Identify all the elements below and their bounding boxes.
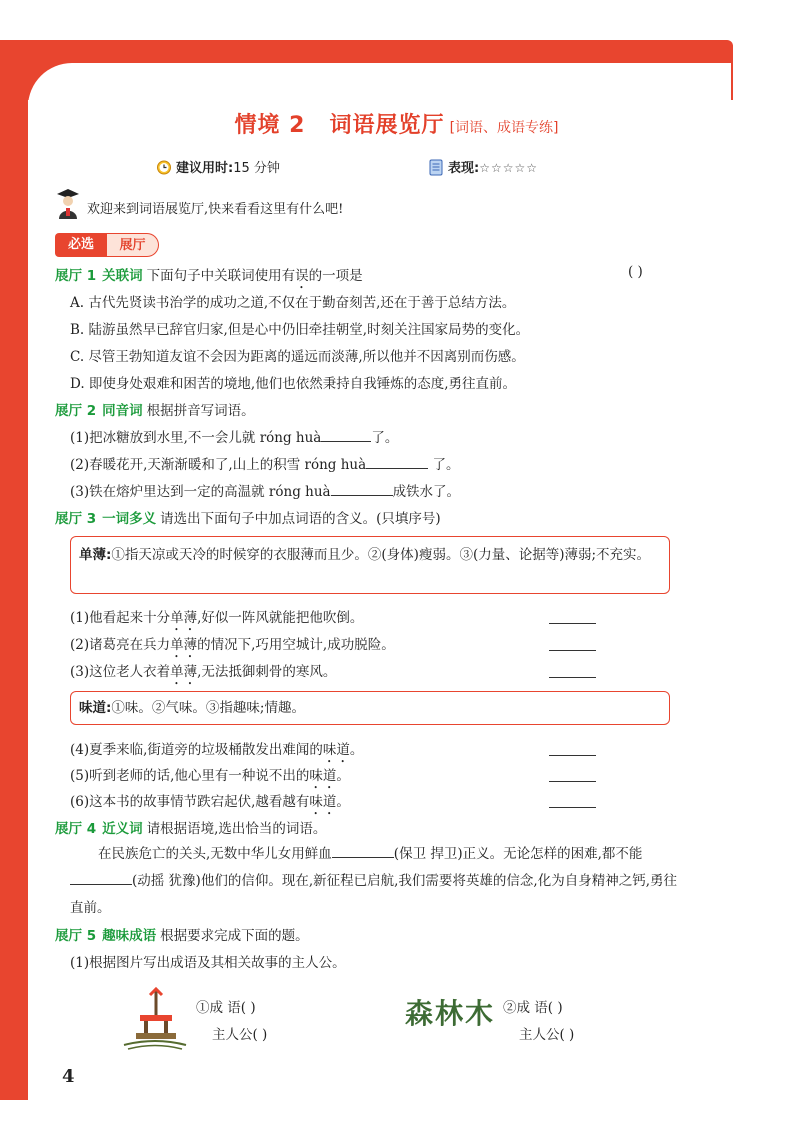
q3-answer-4[interactable] (549, 755, 596, 756)
q1-option-a: A. 古代先贤读书治学的成功之道,不仅在于勤奋刻苦,还在于善于总结方法。 (70, 295, 516, 311)
title-name: 词语展览厅 (329, 113, 445, 138)
q3-item-5: (5)听到老师的话,他心里有一种说不出的味道。 (70, 768, 350, 784)
clock-icon (156, 159, 172, 175)
page-title (0, 108, 793, 139)
title-subtitle: [词语、成语专练] (449, 120, 559, 136)
welcome-banner (55, 192, 695, 222)
thumbs-up-rating: ☆☆☆☆☆ (479, 161, 538, 175)
q3-item-1: (1)他看起来十分单薄,好似一阵风就能把他吹倒。 (70, 610, 364, 626)
q2-item-3: (3)铁在熔炉里达到一定的高温就 róng huà 成铁水了。 (70, 484, 461, 500)
q3-answer-2[interactable] (549, 650, 596, 651)
welcome-text: 欢迎来到词语展览厅,快来看看这里有什么吧! (87, 202, 344, 217)
q1-option-c: C. 尽管王勃知道友谊不会因为距离的遥远而淡薄,所以他并不因离别而伤感。 (70, 349, 525, 365)
q2-header: 展厅 2 同音词 根据拼音写词语。 (55, 403, 255, 419)
q2-blank-1[interactable] (321, 428, 371, 442)
q1-option-b: B. 陆游虽然早已辞官归家,但是心中仍旧牵挂朝堂,时刻关注国家局势的变化。 (70, 322, 530, 338)
required-section-tab (55, 233, 165, 257)
graduate-avatar-icon (55, 186, 81, 220)
q4-blank-2[interactable] (70, 871, 132, 885)
q3-answer-6[interactable] (549, 807, 596, 808)
performance-rating: 表现:☆☆☆☆☆ (428, 157, 538, 176)
definition-box-danbo: 单薄:①指天凉或天冷的时候穿的衣服薄而且少。②(身体)瘦弱。③(力量、论据等)薄弱;不充实。 (70, 536, 670, 594)
q3-item-4: (4)夏季来临,街道旁的垃圾桶散发出难闻的味道。 (70, 742, 364, 758)
left-border (0, 40, 28, 1100)
tab-gallery: 展厅 (107, 233, 159, 257)
q5-header: 展厅 5 趣味成语 根据要求完成下面的题。 (55, 928, 309, 944)
title-scene: 情境 2 (234, 113, 306, 138)
idiom-picture-1 (120, 985, 190, 1055)
q4-passage: 在民族危亡的关头,无数中华儿女用鲜血 (保卫 捍卫)正义。无论怎样的困难,都不能(动摇 犹豫)他们的信仰。现在,新征程已启航,我们需要将英雄的信念,化为自身精神之钙,勇往直前。 (70, 846, 677, 916)
q3-item-3: (3)这位老人衣着单薄,无法抵御刺骨的寒风。 (70, 664, 337, 680)
q3-answer-1[interactable] (549, 623, 596, 624)
definition-box-weidao: 味道:①味。②气味。③指趣味;情趣。 (70, 691, 670, 725)
q2-item-2: (2)春暖花开,天渐渐暖和了,山上的积雪 róng huà 了。 (70, 457, 460, 473)
q2-blank-3[interactable] (331, 482, 393, 496)
q1-option-d: D. 即使身处艰难和困苦的境地,他们也依然秉持自我锤炼的态度,勇往直前。 (70, 376, 517, 392)
q3-item-6: (6)这本书的故事情节跌宕起伏,越看越有味道。 (70, 794, 350, 810)
q3-answer-5[interactable] (549, 781, 596, 782)
page-number: 4 (62, 1066, 75, 1087)
q5-left-idiom[interactable]: ①成 语( ) (196, 1000, 256, 1016)
suggested-time: 建议用时:15 分钟 (156, 157, 280, 176)
q3-item-2: (2)诸葛亮在兵力单薄的情况下,巧用空城计,成功脱险。 (70, 637, 395, 653)
q2-item-1: (1)把冰糖放到水里,不一会儿就 róng huà 了。 (70, 430, 399, 446)
q5-left-person[interactable]: 主人公( ) (212, 1027, 268, 1043)
idiom-picture-2: 森林木 (405, 997, 496, 1030)
q2-blank-2[interactable] (366, 455, 428, 469)
q5-right-person[interactable]: 主人公( ) (519, 1027, 575, 1043)
q1-header: 展厅 1 关联词 下面句子中关联词使用有误的一项是 (55, 268, 363, 284)
q3-answer-3[interactable] (549, 677, 596, 678)
q1-answer-paren[interactable]: ( ) (628, 264, 643, 280)
q4-blank-1[interactable] (332, 844, 394, 858)
notepad-icon (428, 158, 444, 176)
q5-sub-1: (1)根据图片写出成语及其相关故事的主人公。 (70, 955, 346, 971)
tab-required: 必选 (55, 233, 107, 257)
q4-header: 展厅 4 近义词 请根据语境,选出恰当的词语。 (55, 821, 327, 837)
q5-right-idiom[interactable]: ②成 语( ) (503, 1000, 563, 1016)
q3-header: 展厅 3 一词多义 请选出下面句子中加点词语的含义。(只填序号) (55, 511, 441, 527)
